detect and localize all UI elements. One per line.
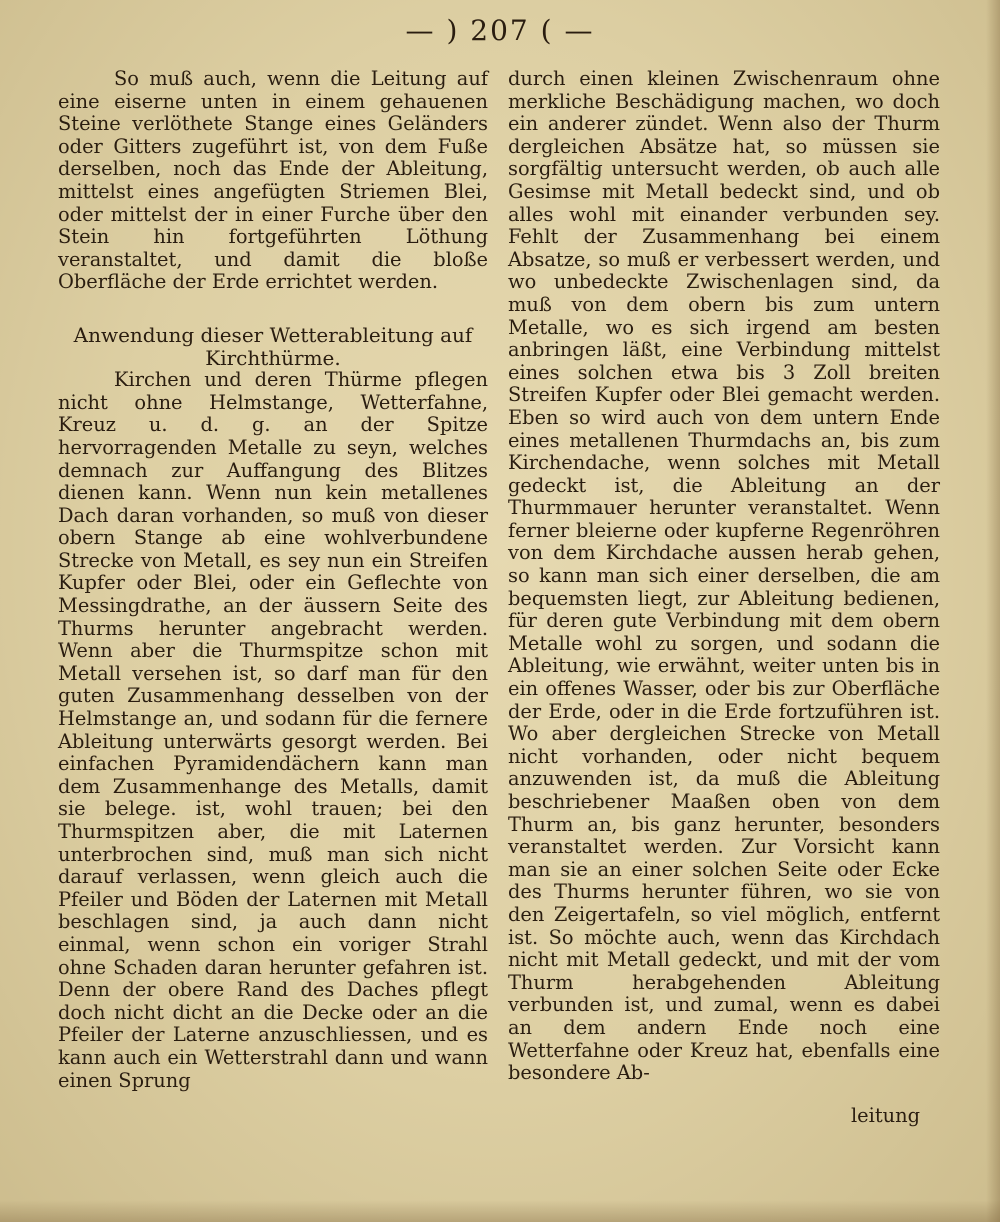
right-paragraph-1: durch einen kleinen Zwischenraum ohne merkliche Beschädigung machen, wo doch ein anderer zündet. Wenn also der Thurm dergleichen Absätze hat, so müssen sie sorgfältig untersucht werden, ob auch alle Gesimse mit Metall bedeckt sind, und ob alles wohl mit einander verbunden sey. Fehlt der Zusammenhang bei einem Absatze, so muß er verbessert werden, und wo unbedeckte Zwischenlagen sind, da muß von dem obern bis zum untern Metalle, wo es sich irgend am besten anbringen läßt, eine Verbindung mittelst eines solchen etwa bis 3 Zoll breiten Streifen Kupfer oder Blei gemacht werden. Eben so wird auch von dem untern Ende eines metallenen Thurmdachs an, bis zum Kirchendache, wenn solches mit Metall gedeckt ist, die Ableitung an der Thurmmauer herunter veranstaltet. Wenn ferner bleierne oder kupferne Regenröhren von dem Kirchdache aussen herab gehen, so kann man sich einer derselben, die am bequemsten liegt, zur Ableitung bedienen, für deren gute Verbindung mit dem obern Metalle wohl zu sorgen, und sodann die Ableitung, wie erwähnt, weiter unten bis in ein offenes Wasser, oder bis zur Oberfläche der Erde, oder in die Erde fortzuführen ist. Wo aber dergleichen Strecke von Metall nicht vorhanden, oder nicht bequem anzuwenden ist, da muß die Ableitung beschriebener Maaßen oben von dem Thurm an, bis ganz herunter, besonders veranstaltet werden. Zur Vorsicht kann man sie an einer solchen Seite oder Ecke des Thurms herunter führen, wo sie von den Zeigertafeln, so viel möglich, entfernt ist. So möchte auch, wenn das Kirchdach nicht mit Metall gedeckt, und mit der vom Thurm herabgehenden Ableitung verbunden ist, und zumal, wenn es dabei an dem andern Ende noch eine Wetterfahne oder Kreuz hat, ebenfalls eine besondere Ab-: [508, 67, 940, 1085]
catchword: leitung: [850, 1104, 920, 1127]
paper-bottom-shadow: [0, 1200, 1000, 1222]
paper-edge-shadow: [986, 0, 1000, 1222]
section-heading: Anwendung dieser Wetterableitung auf Kirchthürme.: [73, 322, 473, 370]
left-paragraph-2: Kirchen und deren Thürme pflegen nicht ohne Helmstange, Wetterfahne, Kreuz u. d. g. an der Spitze hervorragenden Metalle zu seyn, welches demnach zur Auffangung des Blitzes dienen kann. Wenn nun kein metallenes Dach daran vorhanden, so muß von dieser obern Stange ab eine wohlverbundene Strecke von Metall, es sey nun ein Streifen Kupfer oder Blei, oder ein Geflechte von Messingdrathe, an der äussern Seite des Thurms herunter angebracht werden. Wenn aber die Thurmspitze schon mit Metall versehen ist, so darf man für den guten Zusammenhang desselben von der Helmstange an, und sodann für die fernere Ableitung unterwärts gesorgt werden. Bei einfachen Pyramidendächern kann man dem Zusammenhange des Metalls, damit sie belege. ist, wohl trauen; bei den Thurmspitzen aber, die mit Laternen unterbrochen sind, muß man sich nicht darauf verlassen, wenn gleich auch die Pfeiler und Böden der Laternen mit Metall beschlagen sind, ja auch dann nicht einmal, wenn schon ein voriger Strahl ohne Schaden daran herunter gefahren ist. Denn der obere Rand des Daches pflegt doch nicht dicht an die Decke oder an die Pfeiler der Laterne anzuschliessen, und es kann auch ein Wetterstrahl dann und wann einen Sprung: [58, 368, 488, 1092]
right-column: [508, 68, 940, 1085]
left-column: [58, 68, 488, 1092]
left-paragraph-1: So muß auch, wenn die Leitung auf eine eiserne unten in einem gehauenen Steine verlöthete Stange eines Geländers oder Gitters zugeführt ist, von dem Fuße derselben, noch das Ende der Ableitung, mittelst eines angefügten Striemen Blei, oder mittelst der in einer Furche über den Stein hin fortgeführten Löthung veranstaltet, und damit die bloße Oberfläche der Erde errichtet werden.: [58, 67, 488, 294]
page-number-header: — ) 207 ( —: [405, 14, 595, 47]
